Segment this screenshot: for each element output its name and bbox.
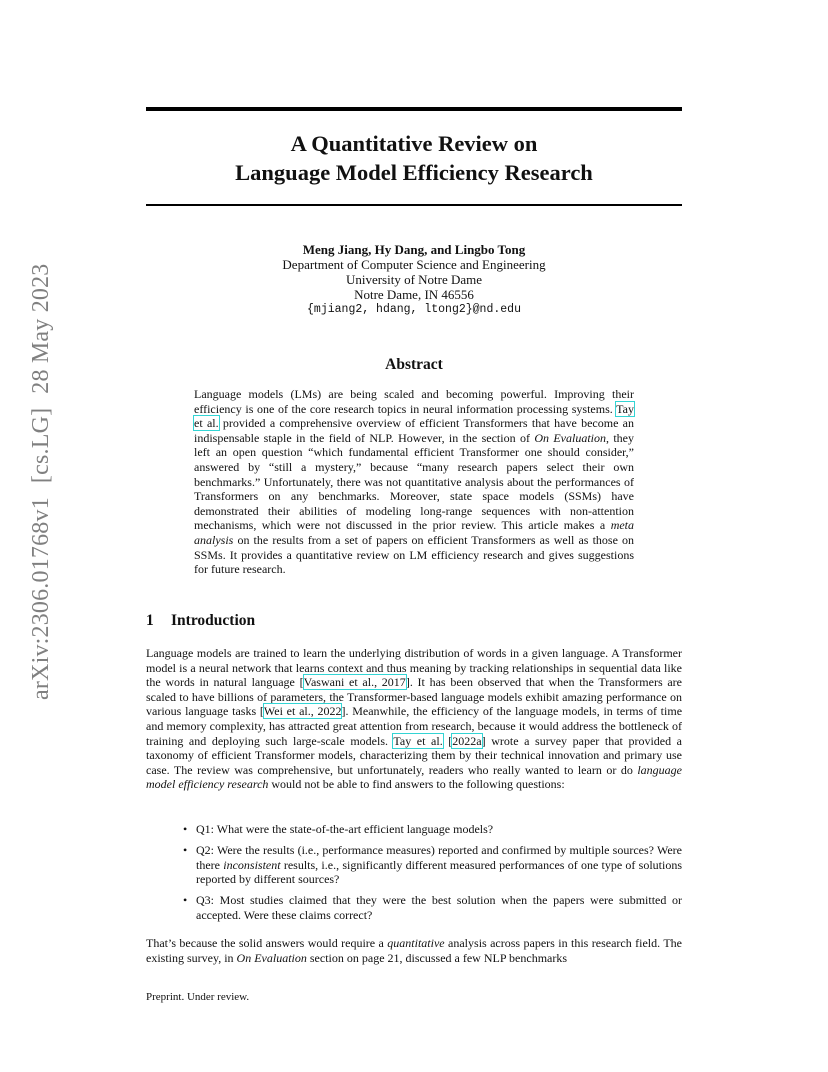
author-names: Meng Jiang, Hy Dang, and Lingbo Tong [302,242,526,257]
intro-sentence-3: . Meanwhile, the efficiency of the language models, in terms of time and memory complexity, has attracted great attention from research, because it would address the bottleneck of training and deploying such large-scale models. [146,704,683,748]
abstract-part-2: provided a comprehensive overview of efficient Transformers that have become an indispensable staple in the field of NLP. However, in the section of [194,416,634,445]
question-text: Q2: Were the results (i.e., performance measures) reported and confirmed by multiple sources? Were there [196,843,682,872]
author-block [146,242,682,317]
intro-emphasis: language model efficiency research [146,762,682,792]
closing-emphasis-quantitative: quantitative [387,936,445,950]
title-line-1: A Quantitative Review on [290,131,538,156]
arxiv-id: arXiv:2306.01768v1 [28,497,54,700]
question-text-continued: results, i.e., significantly different measured performances of one type of solutions reported by different sources? [196,857,683,887]
abstract-emphasis-on-evaluation: On Evaluation [534,430,606,445]
abstract-text [194,387,634,577]
closing-part-2: analysis across papers in this research field. The existing survey, in [146,936,682,965]
intro-sentence-5: would not be able to find answers to the following questions: [271,777,565,792]
abstract-heading: Abstract [385,356,443,373]
closing-paragraph [146,936,682,965]
question-text: Q3: Most studies claimed that they were the best solution when the papers were submitted or accepted. Were these claims correct? [196,893,682,922]
list-item [146,893,682,922]
arxiv-identifier-stamp [28,260,58,700]
abstract-part-3: , they left an open question “which fundamental efficient Transformer one should consider,” answered by “still a mystery,” because “many research papers select their own benchmarks.” Unfortunately, there was not quantitative analysis about the performances of Transformers on any benchmarks. Moreover, state space models (SSMs) have demonstrated their abilities of modeling long-range sequences with non-attention mechanisms, which were not discussed in the prior review. This article makes a [194,430,635,533]
abstract-part-4: on the results from a set of papers on efficient Transformers as well as those on SSMs. It provides a quantitative review on LM efficiency research and gives suggestions for future research. [194,532,635,577]
section-title: Introduction [171,612,256,629]
citation-link-vaswani[interactable]: Vaswani et al., 2017 [303,675,406,690]
closing-part-1: That’s because the solid answers would require a [146,936,384,950]
citation-link-tay-2022-year[interactable]: 2022a [452,733,482,748]
citation-link-tay[interactable]: Tay et al. [194,401,634,431]
arxiv-category: [cs.LG] [28,407,54,484]
list-item [146,822,682,837]
author-department: Department of Computer Science and Engineering [282,257,546,272]
section-heading-introduction [146,612,255,630]
paper-title [146,129,682,187]
intro-sentence-2: . It has been observed that when the Transformers are scaled to have billions of parameters, the Transformer-based language models exhibit amazing performance on various language tasks [146,675,682,719]
title-line-2: Language Model Efficiency Research [235,160,593,185]
arxiv-date: 28 May 2023 [28,263,54,394]
question-text: Q1: What were the state-of-the-art efficient language models? [196,822,494,836]
citation-link-wei[interactable]: Wei et al., 2022 [263,704,342,719]
list-item [146,843,682,887]
question-emphasis: inconsistent [223,857,281,872]
author-university: University of Notre Dame [345,272,483,287]
citation-link-tay-2022[interactable]: Tay et al. [393,733,443,748]
abstract-emphasis-meta-analysis: meta analysis [194,518,635,547]
intro-sentence-4: wrote a survey paper that provided a taxonomy of efficient Transformer models, characterizing them by their technical innovation and primary use case. The review was comprehensive, but unfortunately, readers who really wanted to learn or do [146,733,683,777]
page-footer: Preprint. Under review. [146,991,250,1003]
title-rule-bottom [146,204,682,206]
title-rule-top [146,107,682,111]
section-number: 1 [146,612,154,629]
question-list [146,822,682,929]
intro-sentence-1: Language models are trained to learn the underlying distribution of words in a given language. A Transformer model is a neural network that learns context and thus meaning by tracking relationships in sequential data like the words in natural language [146,646,682,690]
introduction-paragraph: Language models are trained to learn the underlying distribution of words in a given language. A Transformer model is a neural network that learns context and thus meaning by tracking relationships in sequential data like the words in natural language [Vaswani et al., 2017]. It has been observed that when the Transformers are scaled to have billions of parameters, the Transformer-based language models exhibit amazing performance on various language tasks [Wei et al., 2022]. Meanwhile, the efficiency of the language models, in terms of time and memory complexity, has attracted great attention from research, because it would address the bottleneck of training and deploying such large-scale models. Tay et al. [2022a] wrote a survey paper that provided a taxonomy of efficient Transformer models, characterizing them by their technical innovation and primary use case. The review was comprehensive, but unfortunately, readers who really wanted to learn or do language model efficiency research would not be able to find answers to the following questions: [146,646,683,792]
closing-emphasis-on-evaluation: On Evaluation [236,950,307,965]
author-email: {mjiang2, hdang, ltong2}@nd.edu [307,303,521,316]
closing-part-3: section on page 21, discussed a few NLP benchmarks [309,950,568,965]
author-address: Notre Dame, IN 46556 [354,287,474,302]
abstract-part-1: Language models (LMs) are being scaled and becoming powerful. Improving their efficiency is one of the core research topics in neural information processing systems. [194,387,634,416]
